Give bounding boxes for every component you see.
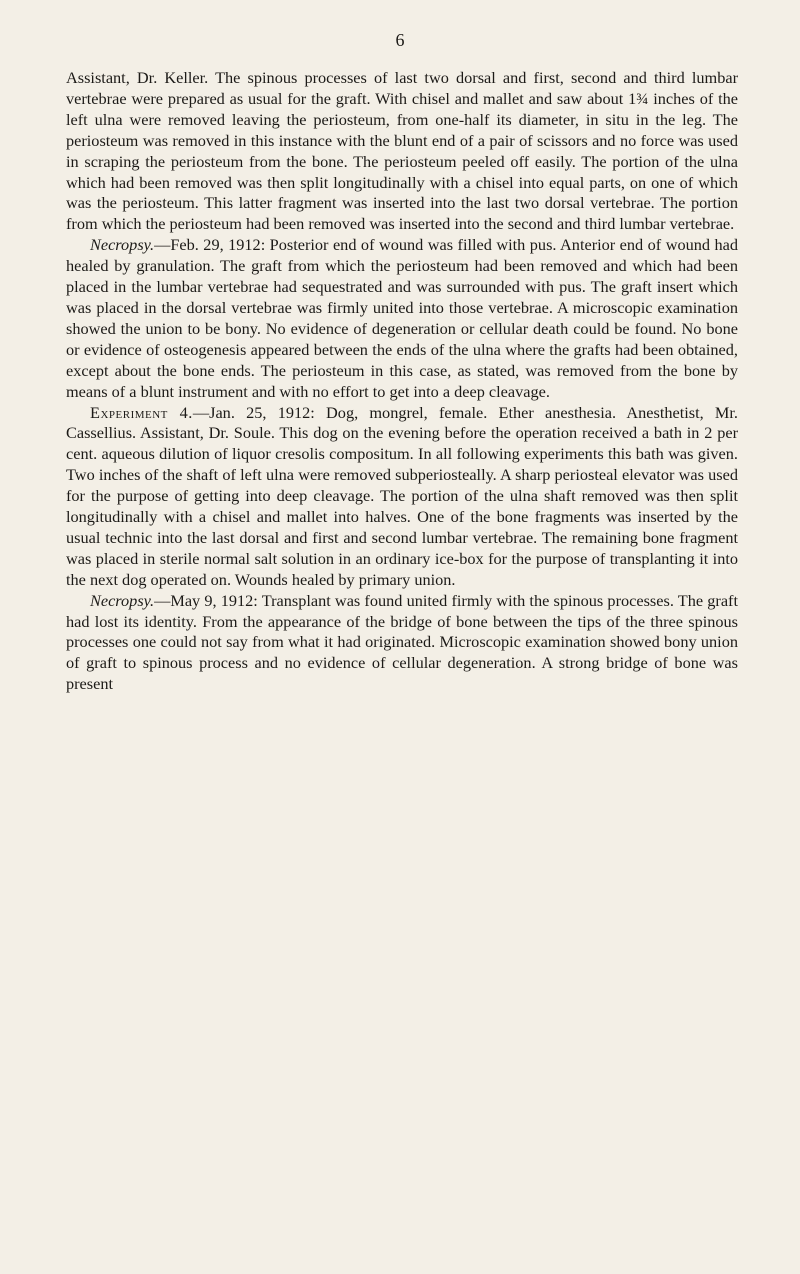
paragraph-4: [66, 591, 738, 696]
body-text: [66, 68, 738, 695]
page-number: 6: [395, 30, 405, 50]
paragraph-1: [66, 68, 738, 235]
experiment-4-heading: Experiment 4.: [90, 402, 193, 422]
necropsy-heading-1: Necropsy.: [90, 235, 155, 255]
paragraph-2-text: —Feb. 29, 1912: Posterior end of wound was filled with pus. Anterior end of wound had healed by granulation. The graft from which the periosteum had been removed and which had been placed in the lumbar vertebrae had sequestrated and was surrounded with pus. The graft insert which was placed in the dorsal vertebrae was firmly united into those vertebrae. A microscopic examination showed the union to be bony. No evidence of degeneration or cellular death could be found. No bone or evidence of osteogenesis appeared between the ends of the ulna where the grafts had been obtained, except about the bone ends. The periosteum in this case, as stated, was removed from the bone by means of a blunt instrument and with no effort to get into a deep cleavage.: [66, 235, 738, 401]
paragraph-3-text: —Jan. 25, 1912: Dog, mongrel, female. Ether anesthesia. Anesthetist, Mr. Cassellius. Assistant, Dr. Soule. This dog on the evening before the operation received a bath in 2 per cent. aqueous dilution of liquor cresolis compositum. In all following experiments this bath was given. Two inches of the shaft of left ulna were removed subperiosteally. A sharp periosteal elevator was used for the purpose of getting into deep cleavage. The portion of the ulna shaft removed was then split longitudinally with a chisel and mallet into halves. One of the bone fragments was inserted by the usual technic into the last dorsal and first and second lumbar vertebrae. The remaining bone fragment was placed in sterile normal salt solution in an ordinary ice-box for the purpose of transplanting it into the next dog operated on. Wounds healed by primary union.: [66, 402, 739, 589]
paragraph-2: [66, 235, 738, 402]
paragraph-1-text: Assistant, Dr. Keller. The spinous processes of last two dorsal and first, second and third lumbar vertebrae were prepared as usual for the graft. With chisel and mallet and saw about 1¾ inches of the left ulna were removed leaving the periosteum, from one-half its diameter, in situ in the leg. The periosteum was removed in this instance with the blunt end of a pair of scissors and no force was used in scraping the periosteum from the bone. The periosteum peeled off easily. The portion of the ulna which had been removed was then split longitudinally with a chisel into equal parts, on one of which was the periosteum. This latter fragment was inserted into the last two dorsal vertebrae. The portion from which the periosteum had been removed was inserted into the second and third lumbar vertebrae.: [66, 68, 738, 234]
paragraph-4-text: —May 9, 1912: Transplant was found united firmly with the spinous processes. The graft had lost its identity. From the appearance of the bridge of bone between the tips of the three spinous processes one could not say from what it had originated. Microscopic examination showed bony union of graft to spinous process and no evidence of cellular degeneration. A strong bridge of bone was present: [66, 590, 738, 694]
paragraph-3: [66, 403, 738, 591]
necropsy-heading-2: Necropsy.: [90, 590, 155, 610]
